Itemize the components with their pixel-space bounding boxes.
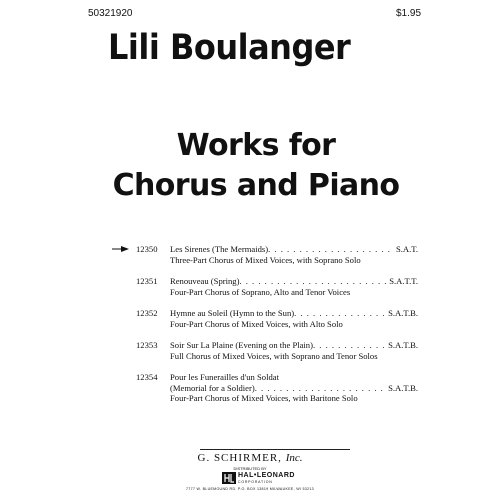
distributor-logo xyxy=(222,471,295,485)
publisher-name xyxy=(0,452,500,464)
distributed-by-label: DISTRIBUTED BY xyxy=(233,466,267,471)
footer-rule xyxy=(200,449,350,450)
distributor-name: HAL•LEONARD xyxy=(238,472,295,479)
work-description: Three-Part Chorus of Mixed Voices, with Soprano Solo xyxy=(170,254,361,265)
dot-leader xyxy=(268,244,394,255)
work-description: Four-Part Chorus of Mixed Voices, with Alto Solo xyxy=(170,318,343,329)
work-description: Full Chorus of Mixed Voices, with Soprano and Tenor Solos xyxy=(170,350,378,361)
work-number: 12353 xyxy=(136,340,158,350)
work-number: 12354 xyxy=(136,372,158,382)
work-title-line xyxy=(170,244,418,255)
work-voicing: S.A.T.B. xyxy=(388,382,418,393)
work-title-line xyxy=(170,308,418,319)
work-title: Pour les Funerailles d'un Soldat xyxy=(170,372,279,382)
distributor-subtitle: CORPORATION xyxy=(238,480,273,484)
work-title: Renouveau (Spring) xyxy=(170,276,240,286)
price: $1.95 xyxy=(396,8,422,19)
work-title: Hymne au Soleil (Hymn to the Sun) xyxy=(170,308,295,318)
work-title-first-line xyxy=(170,372,418,383)
dot-leader xyxy=(255,383,386,394)
distributor-address: 7777 W. BLUEMOUND RD. P.O. BOX 13819 MILWAUKEE, WI 53213 xyxy=(186,487,314,491)
work-description: Four-Part Chorus of Soprano, Alto and Tenor Voices xyxy=(170,286,351,297)
dot-leader xyxy=(239,276,387,287)
work-voicing: S.A.T.T. xyxy=(389,276,418,286)
work-number: 12351 xyxy=(136,276,158,286)
work-title-continued: (Memorial for a Soldier) xyxy=(170,382,255,393)
work-description: Four-Part Chorus of Mixed Voices, with Baritone Solo xyxy=(170,393,358,403)
work-number: 12352 xyxy=(136,308,158,318)
work-title: Soir Sur La Plaine (Evening on the Plain) xyxy=(170,340,313,350)
pointer-arrow-icon xyxy=(112,245,130,253)
catalog-number: 50321920 xyxy=(88,8,133,19)
work-number: 12350 xyxy=(136,244,158,254)
work-voicing: S.A.T.B. xyxy=(388,308,418,318)
dot-leader xyxy=(313,340,386,351)
publisher-suffix: Inc. xyxy=(285,452,303,464)
hal-leonard-logo-icon xyxy=(222,472,236,484)
work-voicing: S.A.T. xyxy=(395,244,418,254)
title-line-2: Chorus and Piano xyxy=(112,168,400,203)
dot-leader xyxy=(294,308,386,319)
work-voicing: S.A.T.B. xyxy=(388,340,418,350)
work-title-line xyxy=(170,383,418,394)
work-title-line xyxy=(170,340,418,351)
work-title-line xyxy=(170,276,418,287)
work-title: Les Sirenes (The Mermaids) xyxy=(170,244,269,254)
title-line-1: Works for xyxy=(176,128,336,163)
composer-name: Lili Boulanger xyxy=(108,26,351,68)
publisher-main: G. SCHIRMER, xyxy=(197,452,282,464)
